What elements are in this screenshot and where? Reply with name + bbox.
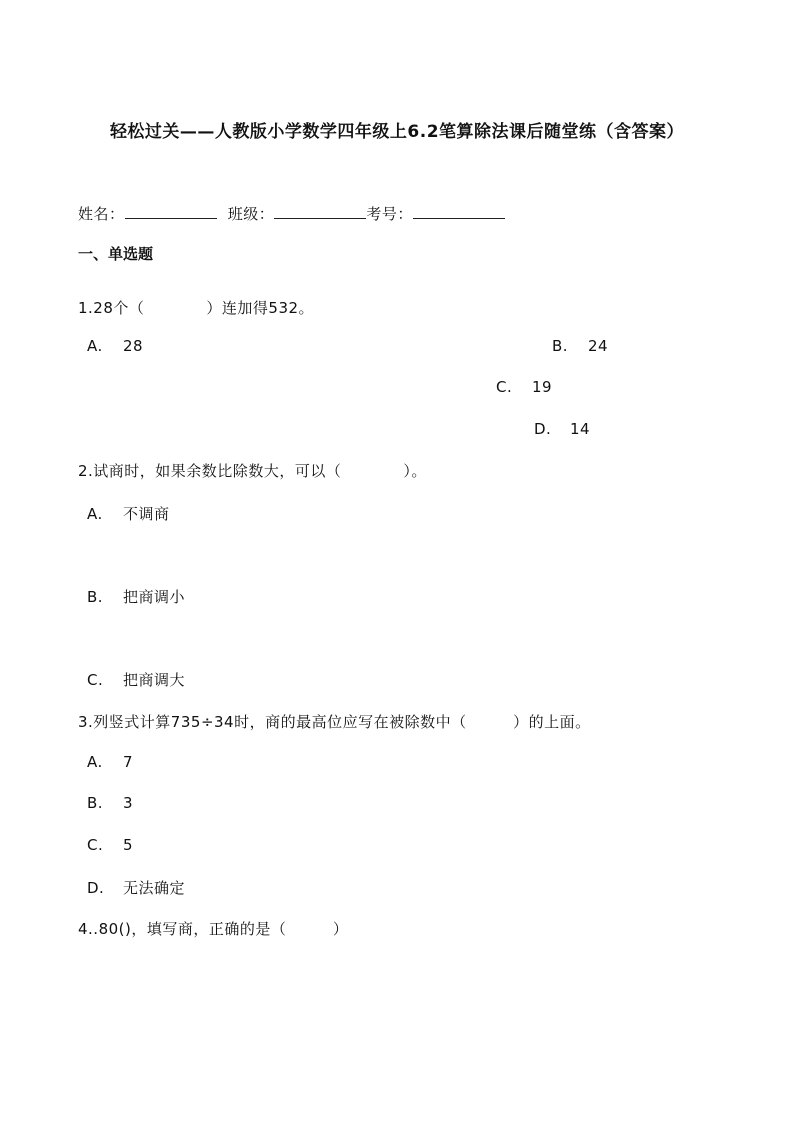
option-c[interactable] (87, 836, 133, 854)
option-text: 7 (123, 753, 134, 771)
name-label: 姓名： (78, 205, 125, 223)
option-label: D. (87, 879, 105, 897)
question-stem: 4..80()，填写商，正确的是（ ） (78, 920, 349, 938)
question-stem: 1.28个（ ）连加得532。 (78, 299, 315, 317)
question-stem: 3.列竖式计算735÷34时，商的最高位应写在被除数中（ ）的上面。 (78, 713, 591, 731)
option-text: 5 (123, 836, 134, 854)
class-blank[interactable] (274, 204, 366, 219)
page-title: 轻松过关——人教版小学数学四年级上6.2笔算除法课后随堂练（含答案） (109, 122, 685, 142)
option-a[interactable] (87, 337, 143, 355)
id-blank[interactable] (413, 204, 505, 219)
option-text: 把商调大 (123, 671, 186, 689)
option-text: 不调商 (123, 505, 170, 523)
option-label: C. (496, 378, 513, 396)
option-label: B. (87, 794, 104, 812)
option-c[interactable] (496, 378, 552, 396)
option-text: 24 (588, 337, 609, 355)
option-text: 14 (570, 420, 591, 438)
option-d[interactable] (534, 420, 590, 438)
name-blank[interactable] (125, 204, 217, 219)
option-label: B. (552, 337, 569, 355)
option-b[interactable] (87, 794, 133, 812)
option-label: B. (87, 588, 104, 606)
class-label: 班级： (227, 205, 275, 223)
option-label: A. (87, 753, 103, 771)
option-label: C. (87, 671, 104, 689)
option-label: D. (534, 420, 552, 438)
student-info-line (78, 203, 505, 224)
option-b[interactable] (552, 337, 608, 355)
option-label: A. (87, 337, 103, 355)
option-b[interactable] (87, 586, 185, 607)
id-label: 考号： (366, 205, 413, 223)
option-text: 把商调小 (123, 588, 186, 606)
option-a[interactable] (87, 753, 133, 771)
option-a[interactable] (87, 503, 170, 524)
option-d[interactable] (87, 877, 185, 898)
question-stem: 2.试商时，如果余数比除数大，可以（ ）。 (78, 462, 427, 480)
option-label: A. (87, 505, 103, 523)
option-text: 无法确定 (123, 879, 186, 897)
section-heading: 一、单选题 (78, 245, 154, 263)
option-text: 19 (532, 378, 553, 396)
option-text: 3 (123, 794, 134, 812)
option-label: C. (87, 836, 104, 854)
option-text: 28 (123, 337, 144, 355)
option-c[interactable] (87, 669, 185, 690)
